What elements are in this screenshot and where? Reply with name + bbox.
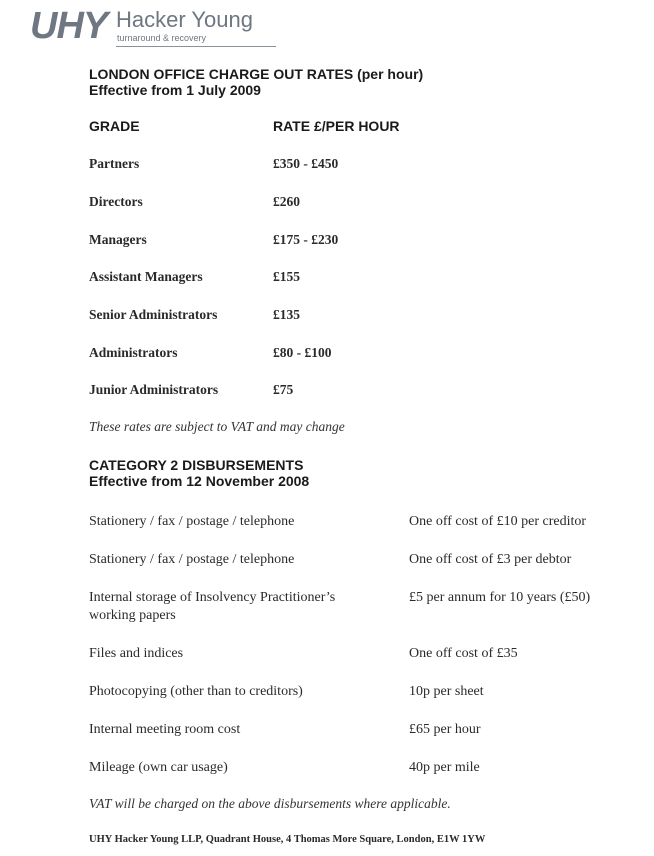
disbursements-vat-note: VAT will be charged on the above disbursements where applicable.	[89, 796, 451, 811]
rate-column-header: RATE £/PER HOUR	[273, 118, 400, 134]
disbursement-cost: One off cost of £3 per debtor	[409, 552, 572, 567]
grade-name: Junior Administrators	[89, 382, 219, 397]
grade-name: Senior Administrators	[89, 307, 218, 322]
grade-name: Assistant Managers	[89, 269, 203, 284]
disbursement-cost: One off cost of £10 per creditor	[409, 514, 587, 529]
grade-name: Partners	[89, 156, 140, 171]
grade-rate: £260	[273, 194, 300, 209]
logo-mark: UHY	[30, 5, 108, 47]
grade-rate: £155	[273, 269, 300, 284]
disbursement-item: Photocopying (other than to creditors)	[89, 684, 303, 699]
rates-title: LONDON OFFICE CHARGE OUT RATES (per hour)	[89, 66, 424, 82]
company-address-footer: UHY Hacker Young LLP, Quadrant House, 4 Thomas More Square, London, E1W 1YW	[89, 834, 486, 845]
disbursement-item: Internal storage of Insolvency Practitioner’s working papers	[89, 590, 336, 623]
grade-rate: £80 - £100	[273, 345, 332, 360]
logo-tagline: turnaround & recovery	[117, 33, 207, 43]
rates-effective-date: Effective from 1 July 2009	[89, 82, 261, 98]
disbursement-item: Mileage (own car usage)	[89, 760, 228, 775]
grade-name: Directors	[89, 194, 143, 209]
grade-column-header: GRADE	[89, 118, 140, 134]
disbursements-title: CATEGORY 2 DISBURSEMENTS	[89, 457, 304, 473]
logo-name: Hacker Young	[116, 7, 253, 32]
grade-name: Managers	[89, 232, 147, 247]
grade-rate: £175 - £230	[273, 232, 339, 247]
logo-divider	[116, 46, 276, 47]
grade-name: Administrators	[89, 345, 178, 360]
disbursement-cost: 10p per sheet	[409, 684, 484, 699]
rates-vat-note: These rates are subject to VAT and may change	[89, 419, 345, 434]
disbursements-effective-date: Effective from 12 November 2008	[89, 473, 310, 489]
disbursement-item: Internal meeting room cost	[89, 722, 241, 737]
disbursement-cost: One off cost of £35	[409, 646, 518, 661]
grade-rate: £75	[273, 382, 294, 397]
disbursement-cost: £5 per annum for 10 years (£50)	[409, 590, 591, 605]
disbursement-item: Stationery / fax / postage / telephone	[89, 514, 295, 529]
grade-rate: £350 - £450	[273, 156, 339, 171]
disbursement-item: Files and indices	[89, 646, 184, 661]
disbursement-cost: 40p per mile	[409, 760, 480, 775]
company-logo	[30, 6, 270, 50]
disbursement-cost: £65 per hour	[409, 722, 481, 737]
grade-rate: £135	[273, 307, 300, 322]
disbursement-item: Stationery / fax / postage / telephone	[89, 552, 295, 567]
